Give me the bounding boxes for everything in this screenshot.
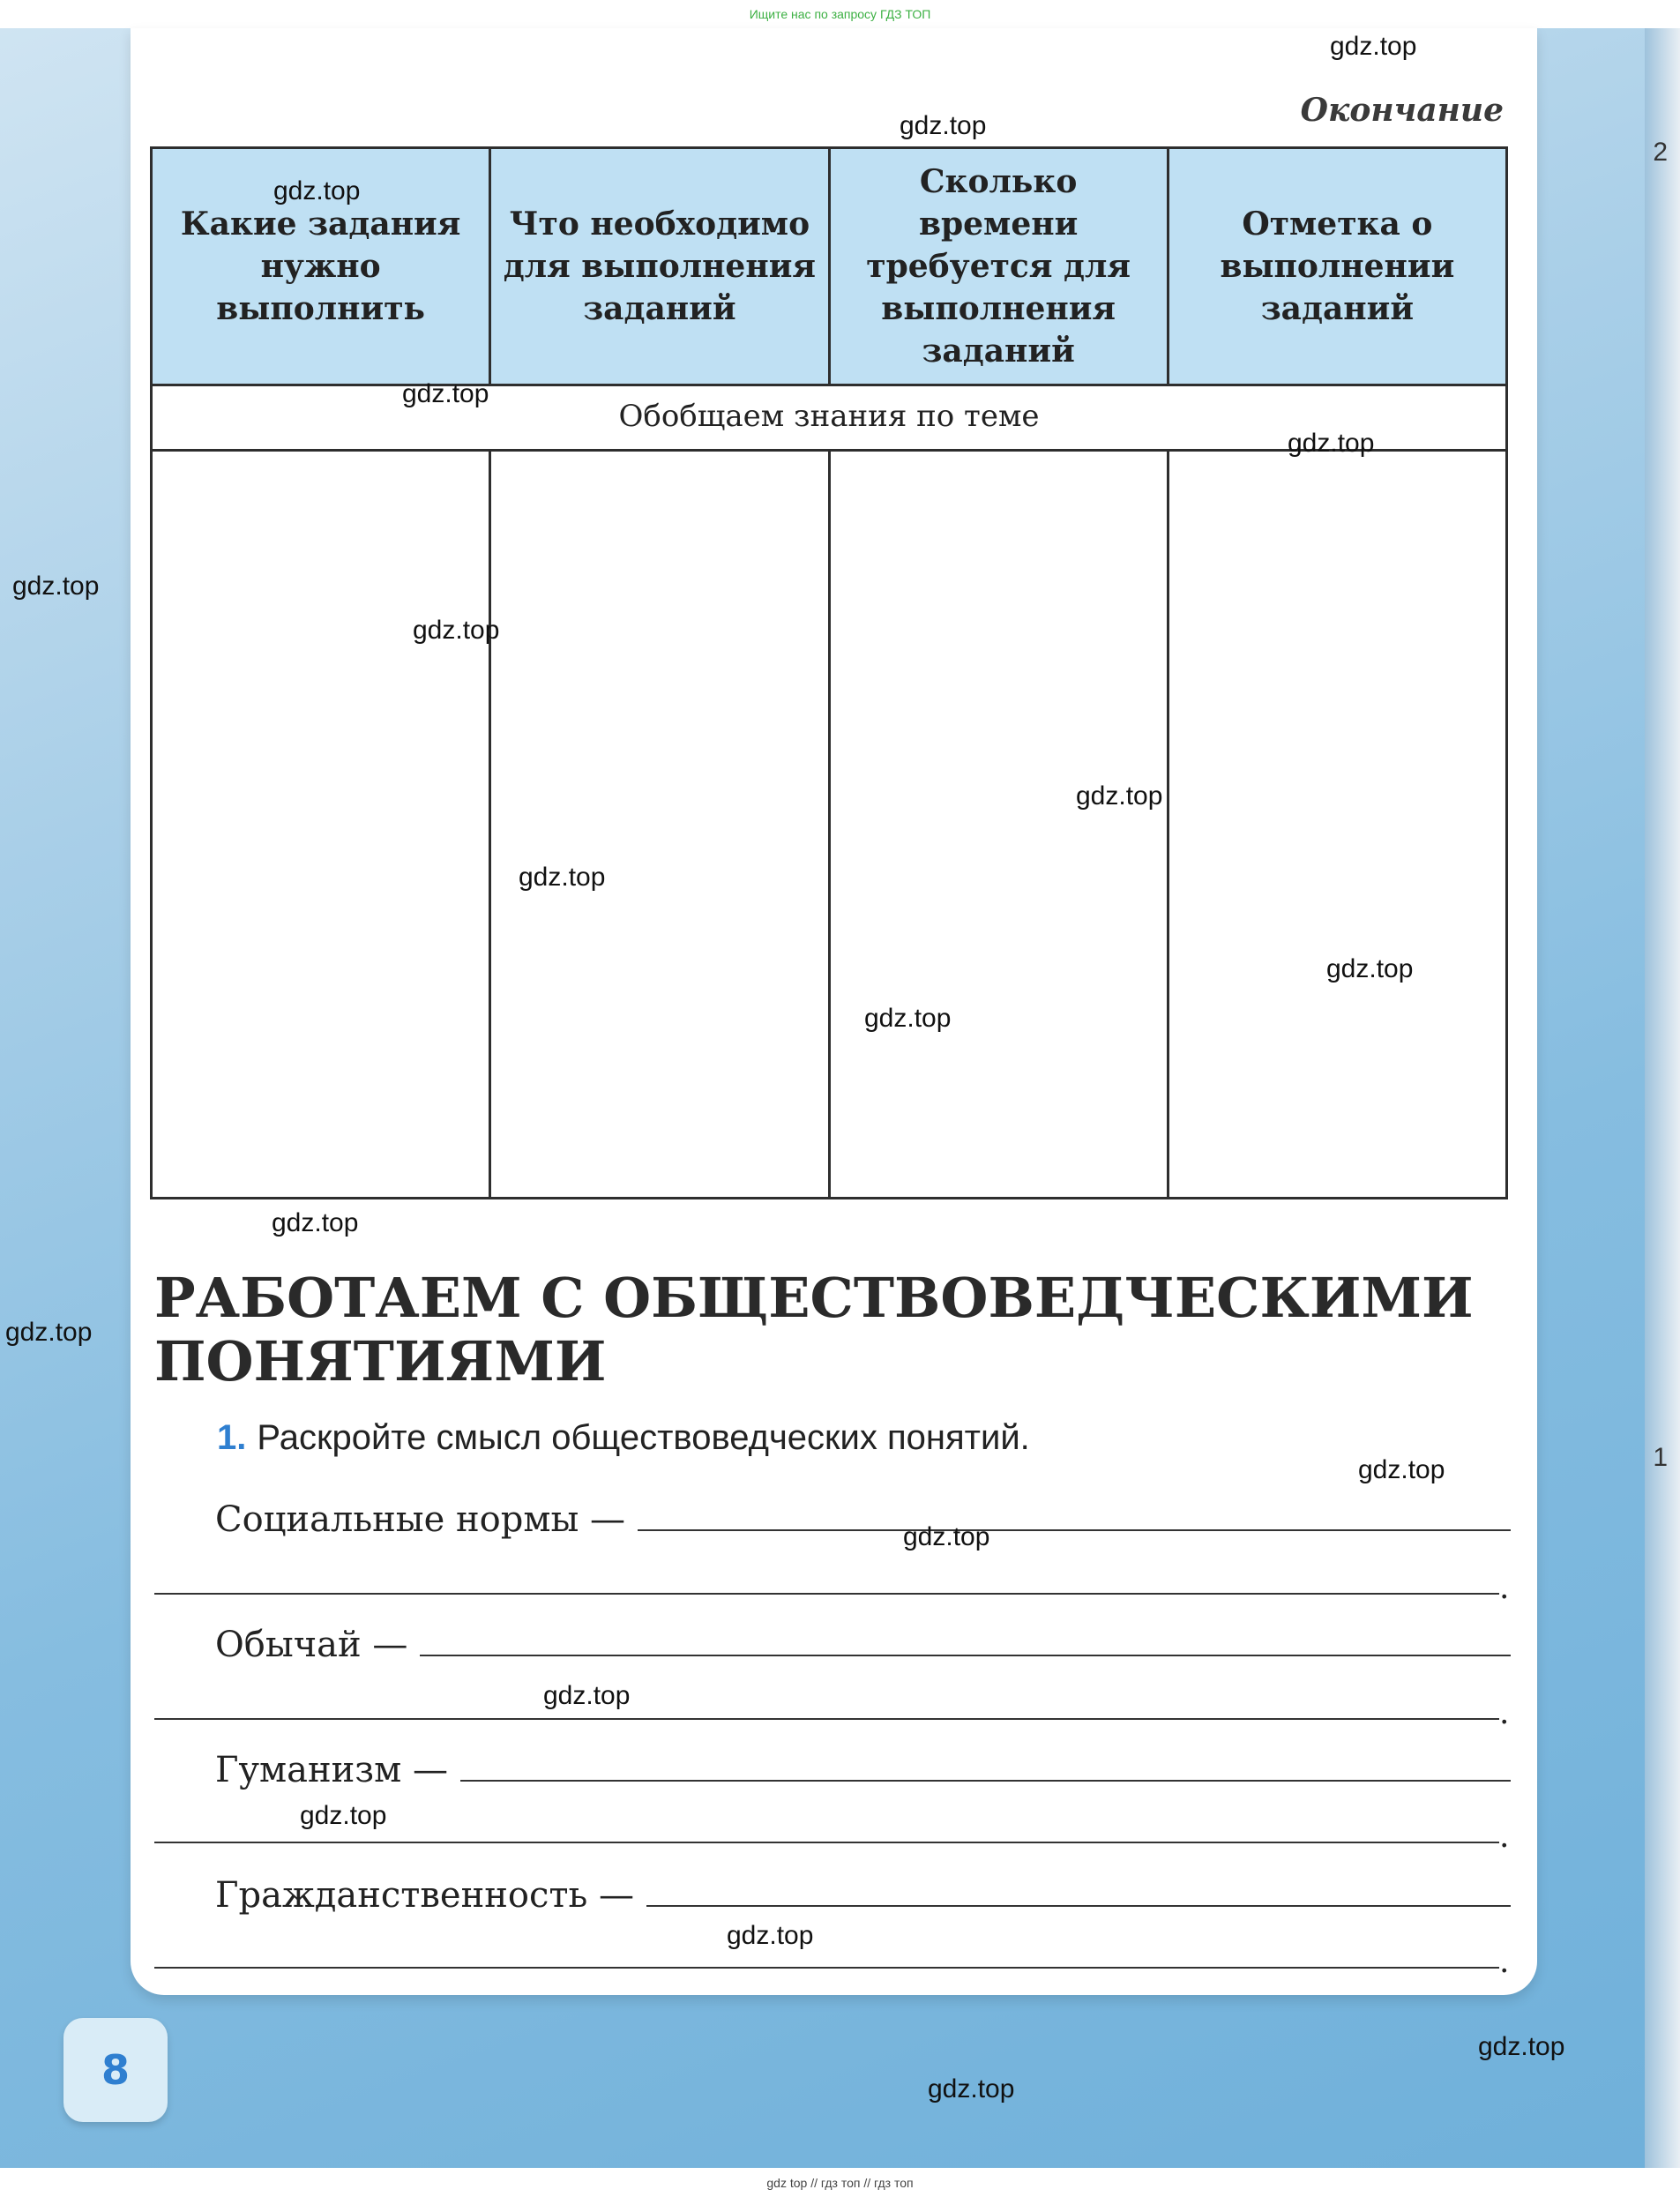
answer-line[interactable] <box>638 1529 1511 1531</box>
watermark: gdz.top <box>300 1801 387 1830</box>
term-row <box>215 1499 1511 1540</box>
line-end: . <box>1499 1695 1510 1731</box>
task-text: Раскройте смысл обществоведческих понятий. <box>257 1418 1030 1457</box>
watermark: gdz.top <box>928 2074 1015 2104</box>
section-row: Обобщаем знания по теме <box>153 384 1505 452</box>
watermark: gdz.top <box>519 863 606 892</box>
watermark: gdz.top <box>1478 2032 1565 2061</box>
watermark: gdz.top <box>12 572 100 601</box>
top-banner[interactable]: Ищите нас по запросу ГДЗ ТОП <box>749 7 931 21</box>
watermark: gdz.top <box>727 1921 814 1950</box>
planning-table <box>150 146 1508 1199</box>
watermark: gdz.top <box>1330 32 1417 61</box>
line-end: . <box>1499 1819 1510 1855</box>
task-number: 1. <box>217 1418 247 1457</box>
table-caption: Окончание <box>1300 92 1504 129</box>
page-number: 8 <box>63 2018 168 2122</box>
answer-line[interactable] <box>154 1718 1499 1720</box>
watermark: gdz.top <box>273 176 361 206</box>
watermark: gdz.top <box>903 1522 990 1551</box>
term-row <box>215 1875 1511 1916</box>
bottom-banner[interactable]: gdz top // гдз топ // гдз топ <box>766 2175 914 2190</box>
answer-line[interactable] <box>154 1842 1499 1843</box>
edge-mark: 1 <box>1653 1443 1668 1472</box>
task-prompt <box>217 1418 1030 1458</box>
page-edge <box>1645 28 1680 2168</box>
answer-line[interactable] <box>154 1967 1499 1969</box>
section-heading: РАБОТАЕМ С ОБЩЕСТВОВЕДЧЕСКИМИ ПОНЯТИЯМИ <box>154 1266 1474 1394</box>
line-end: . <box>1499 1570 1510 1606</box>
answer-cell[interactable] <box>1169 452 1505 1197</box>
answer-line[interactable] <box>460 1780 1511 1782</box>
answer-cell[interactable] <box>153 452 491 1197</box>
answer-line[interactable] <box>154 1593 1499 1595</box>
watermark: gdz.top <box>1326 954 1414 983</box>
answer-cell[interactable] <box>831 452 1169 1197</box>
watermark: gdz.top <box>864 1004 952 1033</box>
edge-mark: 2 <box>1653 138 1668 167</box>
watermark: gdz.top <box>5 1318 93 1347</box>
answer-line[interactable] <box>646 1905 1511 1907</box>
term-row <box>215 1750 1511 1790</box>
header-cell: Сколько времени требуется для выполнения заданий <box>831 149 1169 384</box>
watermark: gdz.top <box>900 111 987 140</box>
header-cell: Что необходимо для выполнения заданий <box>491 149 830 384</box>
watermark: gdz.top <box>413 616 500 645</box>
header-cell: Отметка о выполнении заданий <box>1220 206 1455 327</box>
watermark: gdz.top <box>543 1681 631 1710</box>
watermark: gdz.top <box>1076 781 1163 811</box>
term-label: Обычай — <box>215 1625 408 1665</box>
watermark: gdz.top <box>272 1208 359 1237</box>
table-body <box>153 452 1505 1197</box>
term-label: Гуманизм — <box>215 1750 448 1790</box>
watermark: gdz.top <box>1358 1455 1445 1484</box>
watermark: gdz.top <box>1288 429 1375 458</box>
watermark: gdz.top <box>402 379 489 408</box>
answer-cell[interactable] <box>491 452 830 1197</box>
term-label: Социальные нормы — <box>215 1499 625 1540</box>
term-label: Гражданственность — <box>215 1875 635 1916</box>
answer-line[interactable] <box>420 1655 1511 1656</box>
header-cell: Какие задания нужно выполнить <box>153 149 491 384</box>
term-row <box>215 1625 1511 1665</box>
line-end: . <box>1499 1944 1510 1980</box>
